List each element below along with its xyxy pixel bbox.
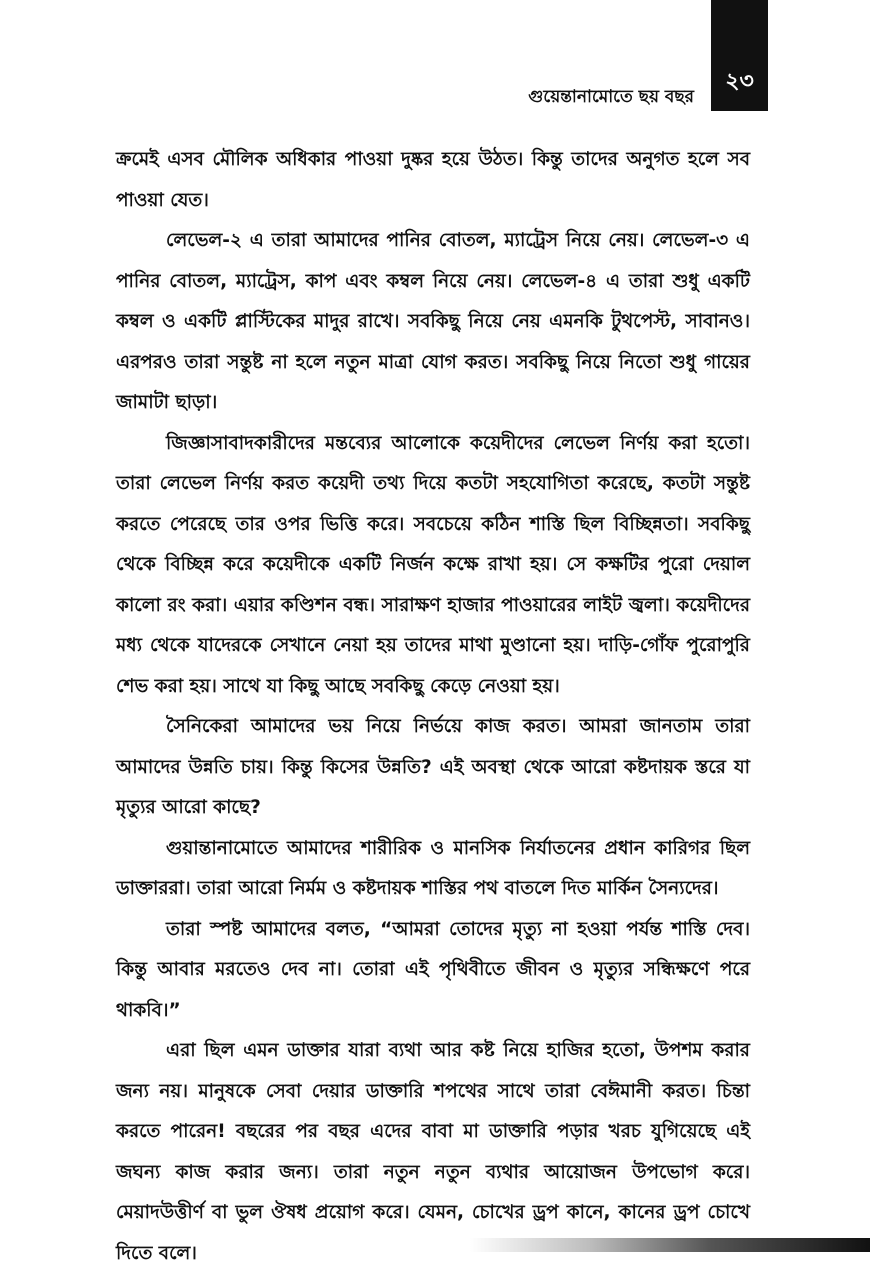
running-header: গুয়েন্তানামোতে ছয় বছর <box>528 87 694 107</box>
paragraph: এরা ছিল এমন ডাক্তার যারা ব্যথা আর কষ্ট নিয়ে হাজির হতো, উপশম করার জন্য নয়। মানুষকে সেবা দেয়ার ডাক্তারি শপথের সাথে তারা বেঈমানী করত। চিন্তা করতে পারেন! বছরের পর বছর এদের বাবা মা ডাক্তারি পড়ার খরচ যুগিয়েছে এই জঘন্য কাজ করার জন্য। তারা নতুন নতুন ব্যথার আয়োজন উপভোগ করে। মেয়াদউত্তীর্ণ বা ভুল ঔষধ প্রয়োগ করে। যেমন, চোখের ড্রপ কানে, কানের ড্রপ চোখে দিতে বলে। <box>116 1040 750 1264</box>
paragraph: লেভেল-২ এ তারা আমাদের পানির বোতল, ম্যাট্রেস নিয়ে নেয়। লেভেল-৩ এ পানির বোতল, ম্যাট্রেস, কাপ এবং কম্বল নিয়ে নেয়। লেভেল-৪ এ তারা শুধু একটি কম্বল ও একটি প্লাস্টিকের মাদুর রাখে। সবকিছু নিয়ে নেয় এমনকি টুথপেস্ট, সাবানও। এরপরও তারা সন্তুষ্ট না হলে নতুন মাত্রা যোগ করত। সবকিছু নিয়ে নিতো শুধু গায়ের জামাটা ছাড়া। <box>116 230 750 413</box>
paragraph: গুয়ান্তানামোতে আমাদের শারীরিক ও মানসিক নির্যাতনের প্রধান কারিগর ছিল ডাক্তাররা। তারা আরো নির্মম ও কষ্টদায়ক শাস্তির পথ বাতলে দিত মার্কিন সৈন্যদের। <box>116 837 750 899</box>
paragraph: সৈনিকেরা আমাদের ভয় নিয়ে নির্ভয়ে কাজ করত। আমরা জানতাম তারা আমাদের উন্নতি চায়। কিন্তু কিসের উন্নতি? এই অবস্থা থেকে আরো কষ্টদায়ক স্তরে যা মৃত্যুর আরো কাছে? <box>116 716 750 818</box>
body-text <box>116 140 750 1274</box>
page-number: ২৩ <box>725 69 754 94</box>
paragraph: তারা স্পষ্ট আমাদের বলত, “আমরা তোদের মৃত্যু না হওয়া পর্যন্ত শাস্তি দেব। কিন্তু আবার মরতেও দেব না। তোরা এই পৃথিবীতে জীবন ও মৃত্যুর সন্ধিক্ষণে পরে থাকবি।” <box>116 918 750 1021</box>
page-number-tab <box>711 0 768 111</box>
paragraph: ক্রমেই এসব মৌলিক অধিকার পাওয়া দুষ্কর হয়ে উঠত। কিন্তু তাদের অনুগত হলে সব পাওয়া যেত। <box>116 149 750 211</box>
paragraph: জিজ্ঞাসাবাদকারীদের মন্তব্যের আলোকে কয়েদীদের লেভেল নির্ণয় করা হতো। তারা লেভেল নির্ণয় করত কয়েদী তথ্য দিয়ে কতটা সহযোগিতা করেছে, কতটা সন্তুষ্ট করতে পেরেছে তার ওপর ভিত্তি করে। সবচেয়ে কঠিন শাস্তি ছিল বিচ্ছিন্নতা। সবকিছু থেকে বিচ্ছিন্ন করে কয়েদীকে একটি নির্জন কক্ষে রাখা হয়। সে কক্ষটির পুরো দেয়াল কালো রং করা। এয়ার কণ্ডিশন বন্ধ। সারাক্ষণ হাজার পাওয়ারের লাইট জ্বলা। কয়েদীদের মধ্য থেকে যাদেরকে সেখানে নেয়া হয় তাদের মাথা মুণ্ডানো হয়। দাড়ি-গোঁফ পুরোপুরি শেভ করা হয়। সাথে যা কিছু আছে সবকিছু কেড়ে নেওয়া হয়। <box>116 432 750 697</box>
footer-gradient-bar <box>470 1238 870 1252</box>
